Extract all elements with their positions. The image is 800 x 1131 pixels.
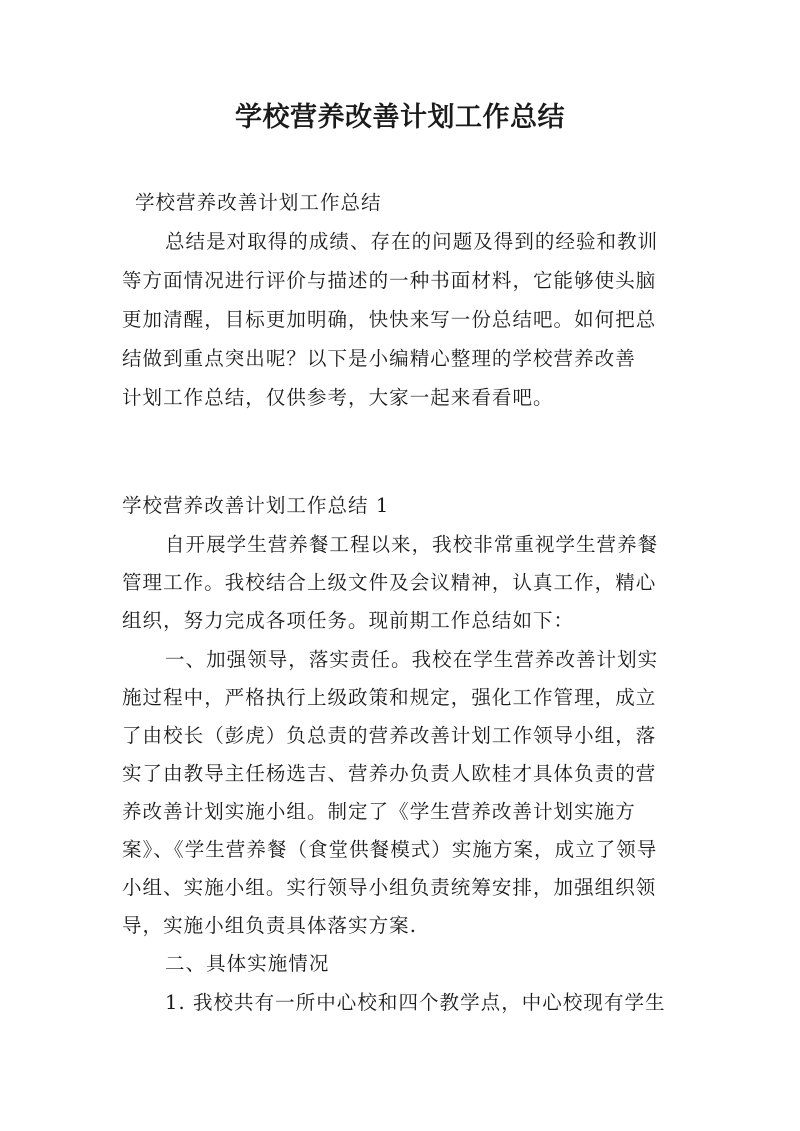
document-title: 学校营养改善计划工作总结 [235, 102, 565, 133]
section1-line-3: 组织，努力完成各项任务。现前期工作总结如下： [122, 609, 575, 632]
intro-line-5: 计划工作总结，仅供参考，大家一起来看看吧。 [122, 386, 554, 409]
section1-line-7: 实了由教导主任杨选吉、营养办负责人欧桂才具体负责的营 [122, 762, 657, 785]
section1-line-4: 一、加强领导，落实责任。我校在学生营养改善计划实 [165, 648, 659, 671]
section1-line-10: 小组、实施小组。实行领导小组负责统筹安排，加强组织领 [122, 876, 657, 899]
intro-line-1: 总结是对取得的成绩、存在的问题及得到的经验和教训 [165, 230, 659, 253]
section1-line-1: 自开展学生营养餐工程以来，我校非常重视学生营养餐 [165, 533, 659, 556]
intro-heading: 学校营养改善计划工作总结 [135, 191, 382, 214]
section1-line-9: 案》、《学生营养餐（食堂供餐模式）实施方案，成立了领导 [122, 838, 658, 861]
section1-line-8: 养改善计划实施小组。制定了《学生营养改善计划实施方 [122, 800, 636, 823]
section1-line-6: 了由校长（彭虎）负总责的营养改善计划工作领导小组，落 [122, 724, 657, 747]
intro-line-4: 结做到重点突出呢？以下是小编精心整理的学校营养改善 [122, 347, 636, 370]
section1-heading: 学校营养改善计划工作总结 1 [122, 494, 390, 517]
section1-line-12: 二、具体实施情况 [165, 952, 330, 975]
intro-line-3: 更加清醒，目标更加明确，快快来写一份总结吧。如何把总 [122, 308, 657, 331]
section1-line-2: 管理工作。我校结合上级文件及会议精神，认真工作，精心 [122, 571, 657, 594]
section1-line-13: 1. 我校共有一所中心校和四个教学点，中心校现有学生 [165, 991, 666, 1014]
intro-line-2: 等方面情况进行评价与描述的一种书面材料，它能够使头脑 [122, 269, 657, 292]
section1-line-11: 导，实施小组负责具体落实方案. [122, 914, 417, 937]
section1-line-5: 施过程中，严格执行上级政策和规定，强化工作管理，成立 [122, 686, 657, 709]
